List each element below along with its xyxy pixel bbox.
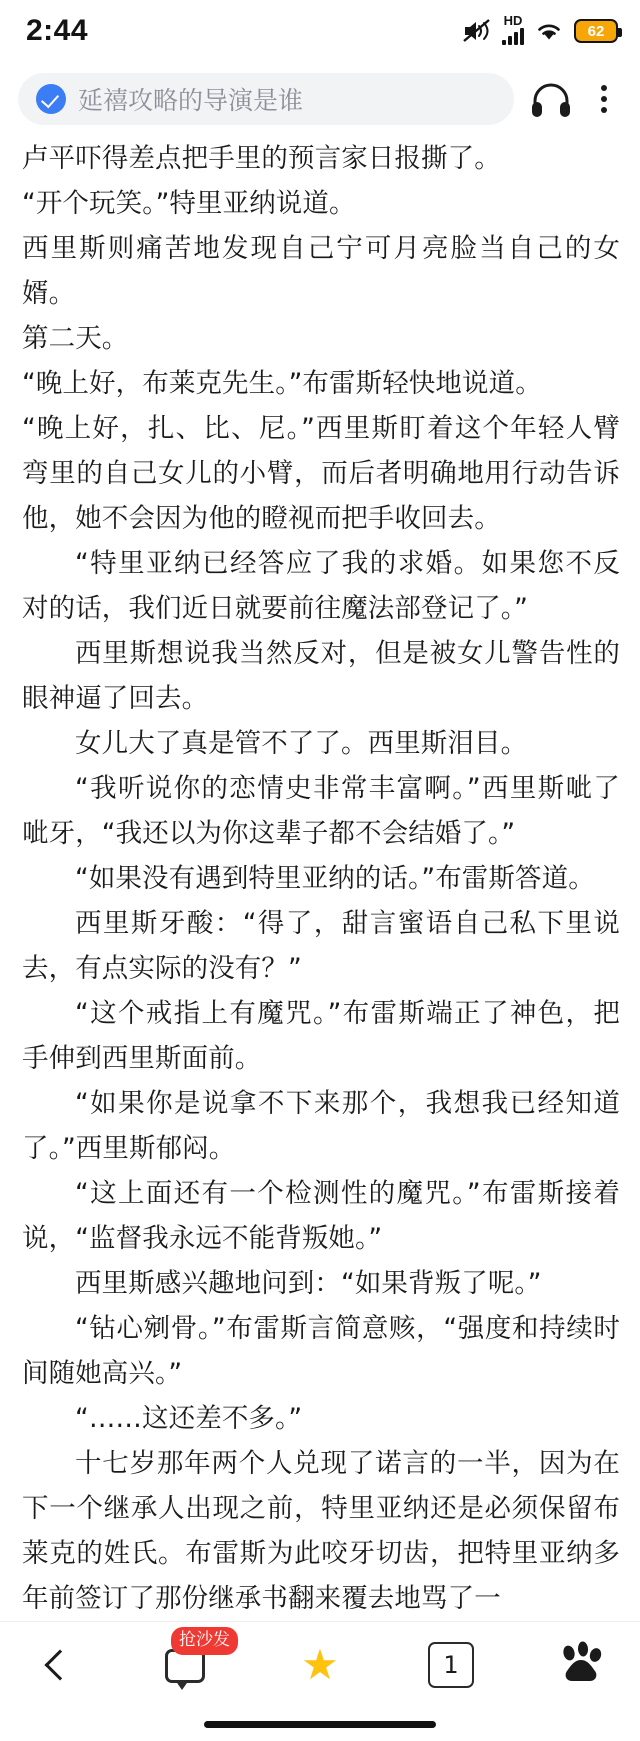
back-button[interactable] <box>26 1622 86 1708</box>
baidu-home-button[interactable] <box>550 1622 614 1708</box>
search-input[interactable] <box>18 73 514 125</box>
reader-paragraph: “如果没有遇到特里亚纳的话。”布雷斯答道。 <box>75 863 595 894</box>
reader-paragraph: “……这还差不多。” <box>75 1403 303 1434</box>
battery-percent-label: 62 <box>587 22 605 40</box>
status-icon-group <box>462 13 618 45</box>
reader-paragraph: “这上面还有一个检测性的魔咒。”布雷斯接着说，“监督我永远不能背叛她。” <box>22 1178 620 1254</box>
check-circle-icon <box>36 84 66 114</box>
page-indicator[interactable] <box>419 1622 483 1708</box>
chevron-left-icon <box>44 1649 75 1680</box>
bottom-toolbar <box>0 1621 640 1707</box>
reader-paragraph: 西里斯想说我当然反对，但是被女儿警告性的眼神逼了回去。 <box>22 638 620 714</box>
reader-paragraph: “如果你是说拿不下来那个，我想我已经知道了。”西里斯郁闷。 <box>22 1088 620 1164</box>
hd-signal-icon <box>502 13 524 45</box>
reader-paragraph: “晚上好，扎、比、尼。”西里斯盯着这个年轻人臂弯里的自己女儿的小臂，而后者明确地用行动告诉他，她不会因为他的瞪视而把手收回去。 <box>22 413 620 534</box>
reader-paragraph: “我听说你的恋情史非常丰富啊。”西里斯呲了呲牙，“我还以为你这辈子都不会结婚了。” <box>22 773 620 849</box>
reader-content <box>0 136 640 1621</box>
page-number-label: 1 <box>428 1642 474 1688</box>
wifi-icon <box>534 19 564 43</box>
reader-paragraph: 西里斯感兴趣地问到：“如果背叛了呢。” <box>75 1268 542 1299</box>
reader-paragraph: “晚上好，布莱克先生。”布雷斯轻快地说道。 <box>22 368 542 399</box>
star-icon: ★ <box>301 1640 339 1688</box>
reader-paragraph: “开个玩笑。”特里亚纳说道。 <box>22 188 356 219</box>
reader-paragraph: 第二天。 <box>22 323 129 354</box>
comment-badge: 抢沙发 <box>171 1627 238 1655</box>
search-query-text: 延禧攻略的导演是谁 <box>78 87 304 115</box>
reader-paragraph: 西里斯则痛苦地发现自己宁可月亮脸当自己的女婿。 <box>22 233 620 309</box>
baidu-paw-icon <box>558 1639 606 1690</box>
mute-icon <box>462 18 492 44</box>
reader-paragraph: 女儿大了真是管不了了。西里斯泪目。 <box>75 728 528 759</box>
status-bar <box>0 0 640 62</box>
reader-paragraph: 十七岁那年两个人兑现了诺言的一半，因为在下一个继承人出现之前，特里亚纳还是必须保留布莱克的姓氏。布雷斯为此咬牙切齿，把特里亚纳多年前签订了那份继承书翻来覆去地骂了一 <box>22 1448 620 1614</box>
favorite-button[interactable] <box>288 1622 352 1708</box>
headphone-icon[interactable] <box>528 76 574 122</box>
reader-paragraph: “钻心剜骨。”布雷斯言简意赅，“强度和持续时间随她高兴。” <box>22 1313 620 1389</box>
comment-bubble-icon <box>165 1629 230 1687</box>
battery-icon <box>574 19 618 43</box>
kebab-menu-icon[interactable] <box>588 76 620 122</box>
reader-paragraph: 卢平吓得差点把手里的预言家日报撕了。 <box>22 143 501 174</box>
reader-paragraph: “这个戒指上有魔咒。”布雷斯端正了神色，把手伸到西里斯面前。 <box>22 998 620 1074</box>
home-indicator[interactable] <box>204 1721 436 1728</box>
reader-paragraph: 西里斯牙酸：“得了，甜言蜜语自己私下里说去，有点实际的没有？” <box>22 908 620 984</box>
reader-paragraph: “特里亚纳已经答应了我的求婚。如果您不反对的话，我们近日就要前往魔法部登记了。” <box>22 548 620 624</box>
status-time: 2:44 <box>26 14 89 47</box>
signal-icon <box>502 28 524 45</box>
gesture-bar <box>0 1707 640 1741</box>
search-bar <box>0 62 640 136</box>
hd-label: HD <box>503 13 523 28</box>
comment-button[interactable] <box>153 1622 230 1708</box>
